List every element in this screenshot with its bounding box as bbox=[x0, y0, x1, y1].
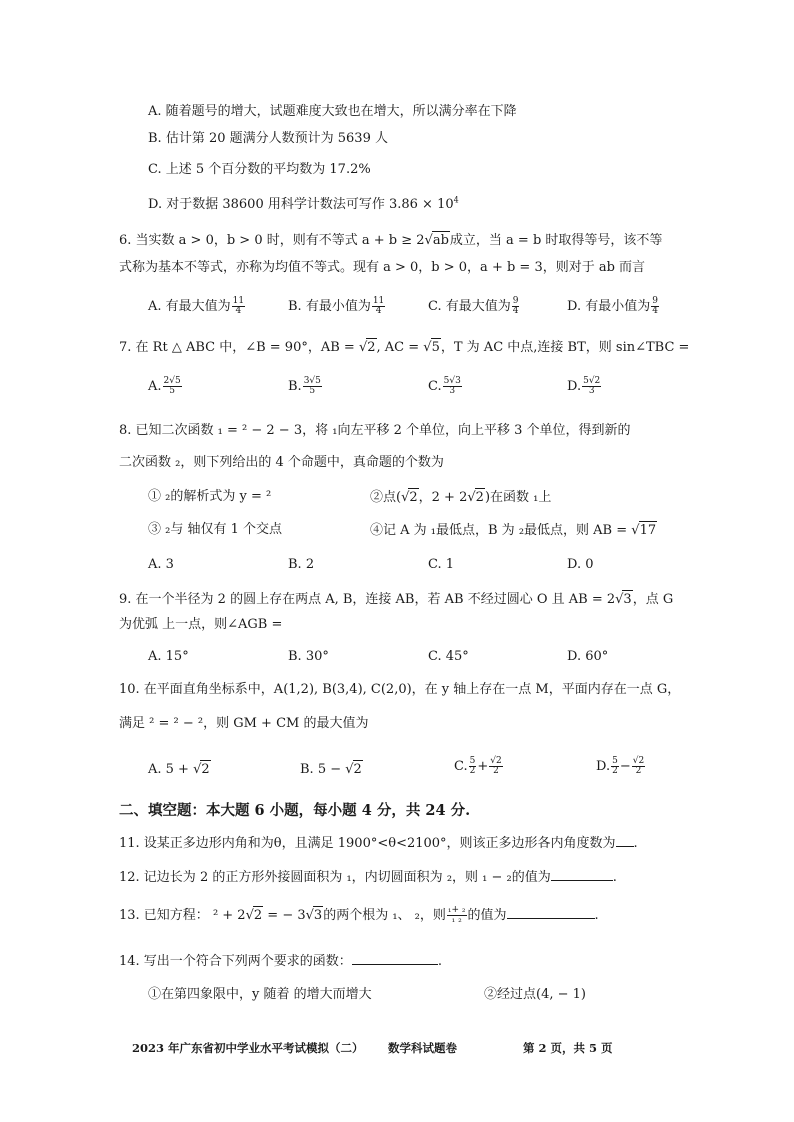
q14-text: 14. 写出一个符合下列两个要求的函数： bbox=[119, 954, 352, 969]
q7-l1a: 7. 在 Rt △ ABC 中，∠B = 90°，AB = bbox=[119, 340, 359, 355]
footer-page-number: 第 2 页，共 5 页 bbox=[523, 1041, 613, 1055]
q10-c-label: C. bbox=[454, 759, 468, 774]
q6-b-num: 11 bbox=[372, 296, 385, 306]
q6-option-a bbox=[148, 297, 246, 316]
q14-end: . bbox=[437, 954, 442, 969]
q8-line2: 二次函数 ₂，则下列给出的 4 个命题中，真命题的个数为 bbox=[119, 455, 444, 470]
q9-line2: 为优弧 上一点，则∠AGB = bbox=[119, 617, 283, 632]
q10-c-operator: + bbox=[477, 759, 489, 774]
q6-c-text: C. 有最大值为 bbox=[428, 299, 511, 314]
sqrt-symbol: √ bbox=[631, 523, 640, 538]
q8-p2-rad: 2 bbox=[409, 490, 418, 505]
q10-line2: 满足 ² = ² − ²，则 GM + CM 的最大值为 bbox=[119, 716, 369, 731]
q10-d-den1: 2 bbox=[612, 766, 618, 776]
q8-p2b: ，2 + 2 bbox=[418, 490, 468, 505]
q7-a-den: 5 bbox=[169, 386, 175, 396]
q10-d-label: D. bbox=[596, 759, 611, 774]
q7-option-d bbox=[567, 377, 602, 396]
q10-option-d bbox=[596, 757, 646, 776]
q8-proposition-4 bbox=[370, 521, 657, 540]
q10-d-fraction1 bbox=[611, 757, 619, 776]
q7-line1 bbox=[119, 338, 689, 357]
q10-c-den2: 2 bbox=[493, 766, 499, 776]
q8-line1: 8. 已知二次函数 ₁ = ² − 2 − 3，将 ₁向左平移 2 个单位，向上平移 3 个单位，得到新的 bbox=[119, 423, 631, 438]
q5-option-b: B. 估计第 20 题满分人数预计为 5639 人 bbox=[148, 131, 388, 146]
q10-c-num2: √2 bbox=[490, 756, 502, 766]
q13-frac-den: ₁ ₂ bbox=[451, 915, 462, 925]
q7-c-label: C. bbox=[428, 379, 442, 394]
q7-c-num: 5√3 bbox=[443, 376, 461, 386]
q6-c-fraction bbox=[512, 297, 520, 316]
q5-option-d bbox=[148, 196, 459, 214]
q7-a-fraction bbox=[163, 377, 182, 396]
q6-option-c bbox=[428, 297, 520, 316]
q6-d-text: D. 有最小值为 bbox=[567, 299, 651, 314]
q13-b: = − 3 bbox=[263, 908, 306, 923]
q14-condition-1: ①在第四象限中，y 随着 的增大而增大 bbox=[148, 987, 372, 1002]
q11-text: 11. 设某正多边形内角和为θ，且满足 1900°<θ<2100°，则该正多边形各内角度数为 bbox=[119, 836, 616, 851]
q6-c-num: 9 bbox=[512, 296, 519, 306]
q10-option-c bbox=[454, 757, 504, 776]
q13-end: . bbox=[594, 908, 599, 923]
q6-l1a: 6. 当实数 a > 0，b > 0 时，则有不等式 a + b ≥ 2 bbox=[119, 233, 425, 248]
sqrt-symbol: √ bbox=[424, 233, 433, 248]
q7-rad1: 2 bbox=[367, 340, 376, 355]
q10-c-num1: 5 bbox=[469, 756, 476, 766]
q6-b-text: B. 有最小值为 bbox=[288, 299, 371, 314]
q6-line2: 式称为基本不等式，亦称为均值不等式。现有 a > 0，b > 0，a + b = 3，则对于 ab 而言 bbox=[119, 260, 646, 275]
q10-c-fraction1 bbox=[469, 757, 477, 776]
q7-d-num: 5√2 bbox=[583, 376, 601, 386]
q6-a-num: 11 bbox=[232, 296, 245, 306]
q13-answer-blank[interactable] bbox=[507, 906, 595, 919]
q7-option-c bbox=[428, 377, 463, 396]
q5-option-a: A. 随着题号的增大，试题难度大致也在增大，所以满分率在下降 bbox=[148, 104, 517, 119]
q10-option-b bbox=[300, 760, 363, 779]
q11-answer-blank[interactable] bbox=[616, 834, 634, 847]
q6-l1b: 成立，当 a = b 时取得等号，该不等 bbox=[449, 233, 663, 248]
q10-c-den1: 2 bbox=[469, 766, 476, 776]
q13-frac-num: ₁+ ₂ bbox=[447, 905, 466, 915]
q7-option-a bbox=[148, 377, 183, 396]
sqrt-symbol: √ bbox=[467, 490, 476, 505]
q6-b-den: 4 bbox=[375, 306, 382, 316]
sqrt-symbol: √ bbox=[358, 340, 368, 355]
q7-rad2: 5 bbox=[431, 340, 440, 355]
sqrt-symbol: √ bbox=[193, 762, 202, 777]
q10-b-rad: 2 bbox=[353, 762, 362, 777]
q13-a: 13. 已知方程： ² + 2 bbox=[119, 908, 246, 923]
q7-d-den: 3 bbox=[588, 386, 595, 396]
q6-option-b bbox=[288, 297, 386, 316]
q13-rad2: 3 bbox=[313, 908, 323, 923]
q8-p4a: ④记 A 为 ₁最低点，B 为 ₂最低点，则 AB = bbox=[370, 523, 632, 538]
q12-text: 12. 记边长为 2 的正方形外接圆面积为 ₁，内切圆面积为 ₂，则 ₁ − ₂的值为 bbox=[119, 870, 551, 885]
sqrt-symbol: √ bbox=[423, 340, 432, 355]
q8-option-b: B. 2 bbox=[288, 557, 315, 572]
q6-radicand: ab bbox=[432, 233, 449, 248]
q13-fraction bbox=[447, 906, 467, 925]
q9-option-d: D. 60° bbox=[567, 649, 609, 664]
q5-d-exponent: 4 bbox=[453, 195, 459, 205]
sqrt-symbol: √ bbox=[345, 762, 354, 777]
sqrt-symbol: √ bbox=[305, 908, 314, 923]
q6-a-den: 4 bbox=[235, 306, 242, 316]
q6-c-den: 4 bbox=[512, 306, 519, 316]
q10-d-num2: √2 bbox=[632, 756, 645, 766]
q14-answer-blank[interactable] bbox=[352, 952, 438, 965]
q12-answer-blank[interactable] bbox=[551, 868, 613, 881]
q8-p2-rad2: 2 bbox=[475, 490, 484, 505]
q6-d-den: 4 bbox=[652, 306, 658, 316]
q6-d-num: 9 bbox=[652, 296, 658, 306]
q7-d-fraction bbox=[582, 377, 601, 396]
q7-b-num: 3√5 bbox=[303, 376, 321, 386]
q8-proposition-2 bbox=[370, 488, 551, 507]
q7-b-label: B. bbox=[288, 379, 302, 394]
q10-d-den2: 2 bbox=[635, 766, 642, 776]
q10-a-text: A. 5 + bbox=[148, 762, 194, 777]
q7-c-den: 3 bbox=[449, 386, 456, 396]
q13-d: 的值为 bbox=[467, 908, 507, 923]
q8-proposition-3: ③ ₂与 轴仅有 1 个交点 bbox=[148, 522, 283, 537]
q8-p4-rad: 17 bbox=[639, 523, 657, 538]
q10-d-fraction2 bbox=[632, 757, 645, 776]
q7-l1c: ，T 为 AC 中点,连接 BT，则 sin∠TBC = bbox=[440, 340, 690, 355]
sqrt-symbol: √ bbox=[615, 592, 624, 607]
q8-proposition-1: ① ₂的解析式为 y = ² bbox=[148, 489, 272, 504]
section-heading: 二、填空题：本大题 6 小题，每小题 4 分，共 24 分. bbox=[119, 802, 471, 819]
q9-option-b: B. 30° bbox=[288, 649, 329, 664]
q14 bbox=[119, 952, 442, 971]
q5-d-text: D. 对于数据 38600 用科学计数法可写作 3.86 × 10 bbox=[148, 197, 454, 212]
q5-option-c: C. 上述 5 个百分数的平均数为 17.2% bbox=[148, 162, 371, 177]
q11-end: . bbox=[633, 836, 638, 851]
q10-d-num1: 5 bbox=[612, 756, 618, 766]
sqrt-symbol: √ bbox=[245, 908, 254, 923]
q10-b-text: B. 5 − bbox=[300, 762, 346, 777]
q8-option-c: C. 1 bbox=[428, 557, 455, 572]
q6-a-fraction bbox=[232, 297, 245, 316]
q6-a-text: A. 有最大值为 bbox=[148, 299, 231, 314]
q6-option-d bbox=[567, 297, 660, 316]
footer-subject: 数学科试题卷 bbox=[388, 1041, 457, 1055]
q13 bbox=[119, 906, 599, 925]
q9-l1a: 9. 在一个半径为 2 的圆上存在两点 A, B，连接 AB，若 AB 不经过圆心 O 且 AB = 2 bbox=[119, 592, 616, 607]
q13-rad1: 2 bbox=[253, 908, 263, 923]
q10-d-operator: − bbox=[619, 759, 631, 774]
sqrt-symbol: √ bbox=[401, 490, 410, 505]
q12-end: . bbox=[612, 870, 617, 885]
q6-line1 bbox=[119, 231, 662, 250]
q7-l1b: , AC = bbox=[376, 340, 424, 355]
q7-d-label: D. bbox=[567, 379, 582, 394]
q12 bbox=[119, 868, 617, 887]
q7-b-fraction bbox=[303, 377, 322, 396]
q7-a-num: 2√5 bbox=[163, 376, 181, 386]
footer-exam-title: 2023 年广东省初中学业水平考试模拟（二） bbox=[132, 1041, 364, 1055]
q10-option-a bbox=[148, 760, 211, 779]
q7-option-b bbox=[288, 377, 323, 396]
q7-c-fraction bbox=[443, 377, 462, 396]
q9-rad: 3 bbox=[623, 592, 632, 607]
q6-b-fraction bbox=[372, 297, 385, 316]
q8-option-a: A. 3 bbox=[148, 557, 174, 572]
q9-option-c: C. 45° bbox=[428, 649, 469, 664]
q6-d-fraction bbox=[651, 297, 659, 316]
q9-l1b: ，点 G bbox=[632, 592, 674, 607]
q10-line1: 10. 在平面直角坐标系中，A(1,2), B(3,4), C(2,0)，在 y 轴上存在一点 M，平面内存在一点 G， bbox=[119, 682, 681, 697]
q8-p2c: )在函数 ₁上 bbox=[484, 490, 552, 505]
q13-c: 的两个根为 ₁、 ₂，则 bbox=[323, 908, 446, 923]
q10-c-fraction2 bbox=[489, 757, 502, 776]
q9-line1 bbox=[119, 590, 673, 609]
q14-condition-2: ②经过点(4, − 1) bbox=[484, 987, 586, 1002]
q11 bbox=[119, 834, 638, 853]
q9-option-a: A. 15° bbox=[148, 649, 189, 664]
q10-a-rad: 2 bbox=[201, 762, 210, 777]
q7-a-label: A. bbox=[148, 379, 162, 394]
q8-option-d: D. 0 bbox=[567, 557, 594, 572]
q7-b-den: 5 bbox=[309, 386, 316, 396]
q8-p2a: ②点( bbox=[370, 490, 402, 505]
